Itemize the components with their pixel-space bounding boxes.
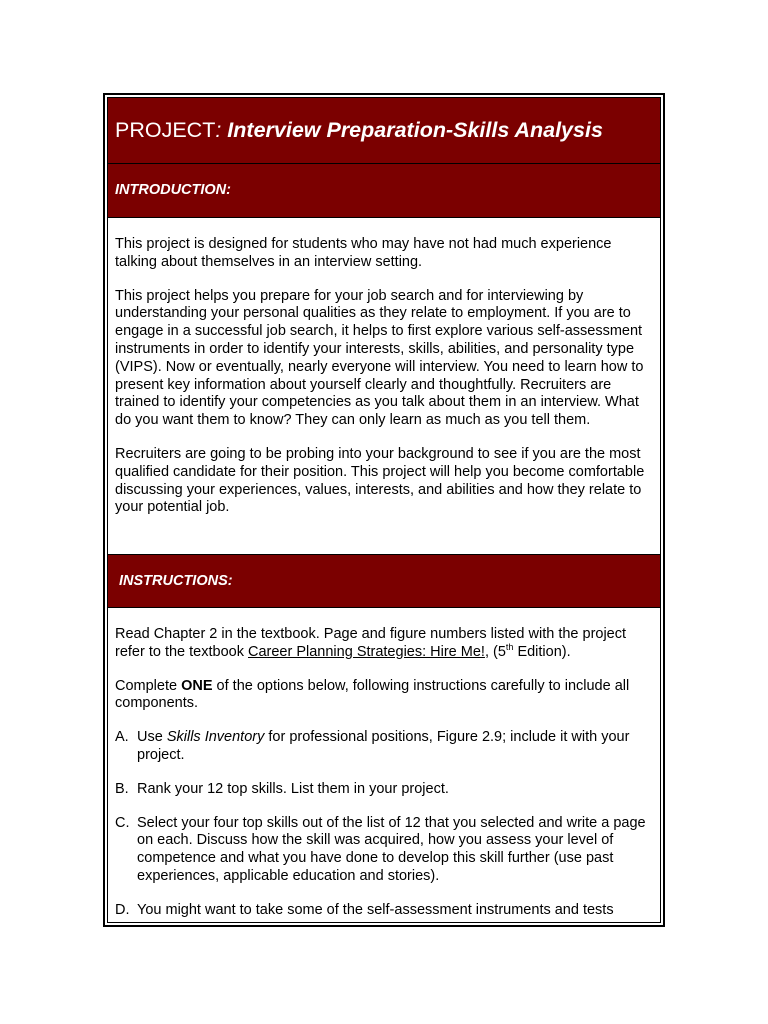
option-letter: D. (115, 901, 130, 918)
read-text-edition: , (5 (484, 643, 506, 660)
complete-paragraph (115, 678, 652, 714)
textbook-title: Career Planning Strategies: Hire Me! (248, 643, 485, 660)
option-text: Rank your 12 top skills. List them in your project. (137, 780, 449, 797)
read-text: Read Chapter 2 in the textbook. Page and figure numbers listed with the project refer to the textbook (115, 626, 627, 660)
option-a (115, 729, 652, 765)
title-prefix: PROJECT (115, 118, 216, 142)
option-a-post: for professional positions, Figure 2.9; include it with your project. (137, 729, 630, 763)
edition-superscript: th (505, 641, 514, 652)
introduction-heading: INTRODUCTION: (115, 182, 231, 198)
option-letter: B. (115, 780, 129, 797)
document-frame (103, 93, 665, 927)
option-b (115, 781, 652, 799)
option-a-italic: Skills Inventory (166, 729, 265, 746)
complete-text-end: of the options below, following instructions carefully to include all components. (115, 677, 630, 712)
option-text: You might want to take some of the self-assessment instruments and tests (137, 901, 614, 918)
introduction-heading-band (108, 164, 660, 218)
instructions-heading-band (108, 554, 660, 608)
intro-paragraph: This project helps you prepare for your job search and for interviewing by understanding your personal qualities as they relate to employment. If you are to engage in a successful job search, it helps to first explore various self-assessment instruments in order to identify your interests, skills, abilities, and personality type (VIPS). Now or eventually, nearly everyone will interview. You need to learn how to present key information about yourself clearly and thoughtfully. Recruiters are trained to identify your competencies as you talk about them in an interview. What do you want them to know? They can only learn as much as you tell them. (115, 287, 644, 429)
project-title-band (108, 98, 660, 164)
read-chapter-paragraph (115, 626, 652, 662)
introduction-body (108, 218, 660, 554)
document-table (107, 97, 661, 923)
read-text-end: Edition). (513, 643, 571, 660)
option-c (115, 815, 652, 886)
title-colon: : (215, 118, 222, 142)
intro-paragraph: This project is designed for students who may have not had much experience talking about themselves in an interview setting. (115, 236, 612, 270)
title-subject: Interview Preparation-Skills Analysis (221, 118, 603, 142)
complete-text: Complete (115, 677, 182, 694)
intro-paragraph: Recruiters are going to be probing into your background to see if you are the most qualified candidate for their position. This project will help you become comfortable discussing your experiences, values, interests, and abilities and how they relate to your potential job. (115, 445, 645, 516)
option-d (115, 902, 652, 920)
option-letter: C. (115, 814, 130, 831)
option-text: Select your four top skills out of the list of 12 that you selected and write a page on each. Discuss how the skill was acquired, how you assess your level of competence and what you have done to develop this skill further (use past experiences, applicable education and stories). (137, 814, 646, 884)
instructions-body (108, 608, 660, 920)
option-letter: A. (115, 729, 129, 746)
complete-emphasis: ONE (181, 677, 213, 694)
option-text (137, 729, 652, 765)
option-a-pre: Use (137, 729, 167, 746)
instructions-heading: INSTRUCTIONS: (119, 573, 233, 589)
